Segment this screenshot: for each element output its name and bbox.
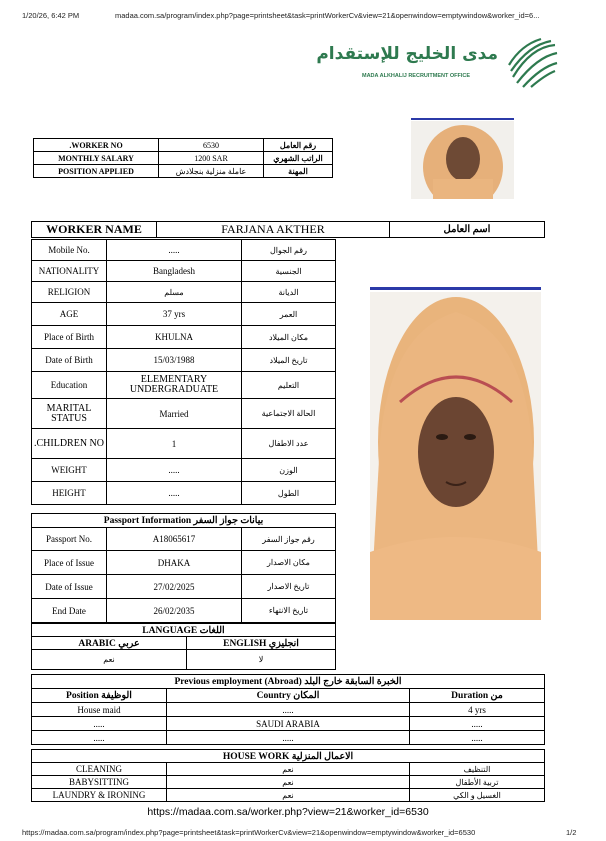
passport-label: Date of Issue <box>32 575 107 599</box>
language-table <box>31 623 336 670</box>
arabic-label: ARABIC عربي <box>32 637 187 650</box>
passport-label: End Date <box>32 599 107 623</box>
detail-ar: عدد الاطفال <box>242 429 336 459</box>
detail-label: .CHILDREN NO <box>32 429 107 459</box>
worker-no-label: .WORKER NO <box>34 139 159 152</box>
housework-value: نعم <box>167 763 410 776</box>
passport-ar: تاريخ الاصدار <box>242 575 336 599</box>
detail-label: MARITAL STATUS <box>32 399 107 429</box>
employment-header-position: Position الوظيفة <box>32 689 167 703</box>
position-ar: المهنة <box>264 165 333 178</box>
summary-table <box>33 138 333 178</box>
worker-no-value: 6530 <box>159 139 264 152</box>
detail-label: Date of Birth <box>32 349 107 372</box>
company-logo <box>316 40 558 85</box>
detail-value: ..... <box>107 240 242 261</box>
detail-label: Mobile No. <box>32 240 107 261</box>
language-title: LANGUAGE اللغات <box>32 624 336 637</box>
housework-title: HOUSE WORK الاعمال المنزلية <box>32 750 545 763</box>
housework-ar: تربية الأطفال <box>410 776 545 789</box>
detail-value: 1 <box>107 429 242 459</box>
housework-label: CLEANING <box>32 763 167 776</box>
employment-duration: 4 yrs <box>410 703 545 717</box>
english-value: لا <box>187 650 336 670</box>
english-label: ENGLISH انجليزي <box>187 637 336 650</box>
housework-value: نعم <box>167 776 410 789</box>
employment-position: House maid <box>32 703 167 717</box>
employment-table <box>31 674 545 745</box>
passport-label: Place of Issue <box>32 551 107 575</box>
large-photo-rule <box>370 287 541 290</box>
employment-title: Previous employment (Abroad) الخبرة السابقة خارج البلد <box>32 675 545 689</box>
detail-value: 15/03/1988 <box>107 349 242 372</box>
detail-ar: التعليم <box>242 372 336 399</box>
detail-label: HEIGHT <box>32 482 107 505</box>
employment-position: ..... <box>32 731 167 745</box>
employment-country: ..... <box>167 703 410 717</box>
print-page-number: 1/2 <box>566 828 577 837</box>
detail-value: Married <box>107 399 242 429</box>
detail-ar: مكان الميلاد <box>242 326 336 349</box>
detail-label: Place of Birth <box>32 326 107 349</box>
housework-ar: التنظيف <box>410 763 545 776</box>
print-url-top: madaa.com.sa/program/index.php?page=printsheet&task=printWorkerCv&view=21&openwindow=emptywindow&worker_id=6... <box>115 11 540 20</box>
salary-ar: الراتب الشهري <box>264 152 333 165</box>
detail-label: Education <box>32 372 107 399</box>
passport-value: A18065617 <box>107 528 242 551</box>
detail-ar: رقم الجوال <box>242 240 336 261</box>
worker-name-value: FARJANA AKTHER <box>157 222 390 238</box>
detail-value: ..... <box>107 482 242 505</box>
passport-ar: رقم جواز السفر <box>242 528 336 551</box>
worker-profile-link[interactable]: https://madaa.com.sa/worker.php?view=21&worker_id=6530 <box>147 806 429 818</box>
detail-label: WEIGHT <box>32 459 107 482</box>
passport-table <box>31 513 336 623</box>
passport-label: Passport No. <box>32 528 107 551</box>
worker-no-ar: رقم العامل <box>264 139 333 152</box>
housework-value: نعم <box>167 789 410 802</box>
employment-duration: ..... <box>410 731 545 745</box>
salary-label: MONTHLY SALARY <box>34 152 159 165</box>
passport-ar: تاريخ الانتهاء <box>242 599 336 623</box>
employment-country: SAUDI ARABIA <box>167 717 410 731</box>
detail-ar: الديانة <box>242 282 336 303</box>
detail-value: ELEMENTARY UNDERGRADUATE <box>107 372 242 399</box>
detail-ar: الطول <box>242 482 336 505</box>
employment-header-country: Country المكان <box>167 689 410 703</box>
housework-ar: الغسيل و الكي <box>410 789 545 802</box>
detail-value: 37 yrs <box>107 303 242 326</box>
position-value: عاملة منزلية بنجلادش <box>159 165 264 178</box>
detail-value: Bangladesh <box>107 261 242 282</box>
housework-label: LAUNDRY & IRONING <box>32 789 167 802</box>
detail-value: مسلم <box>107 282 242 303</box>
worker-name-ar: اسم العامل <box>390 222 545 238</box>
detail-value: ..... <box>107 459 242 482</box>
logo-english-text: MADA ALKHALIJ RECRUITMENT OFFICE <box>362 73 471 79</box>
passport-value: 27/02/2025 <box>107 575 242 599</box>
employment-header-duration: Duration من <box>410 689 545 703</box>
worker-name-label: WORKER NAME <box>32 222 157 238</box>
passport-value: 26/02/2035 <box>107 599 242 623</box>
print-timestamp: 1/20/26, 6:42 PM <box>22 11 80 20</box>
detail-label: RELIGION <box>32 282 107 303</box>
logo-globe-icon <box>503 37 559 89</box>
housework-label: BABYSITTING <box>32 776 167 789</box>
worker-name-table <box>31 221 545 238</box>
passport-value: DHAKA <box>107 551 242 575</box>
detail-value: KHULNA <box>107 326 242 349</box>
worker-photo-small <box>411 121 514 199</box>
worker-photo-large <box>370 292 541 620</box>
detail-ar: تاريخ الميلاد <box>242 349 336 372</box>
detail-label: NATIONALITY <box>32 261 107 282</box>
print-url-bottom: https://madaa.com.sa/program/index.php?page=printsheet&task=printWorkerCv&view=21&openwindow=emptywindow&worker_id=6530 <box>22 828 476 837</box>
arabic-value: نعم <box>32 650 187 670</box>
detail-label: AGE <box>32 303 107 326</box>
detail-ar: الوزن <box>242 459 336 482</box>
detail-ar: الجنسية <box>242 261 336 282</box>
details-table <box>31 239 336 505</box>
housework-table <box>31 749 545 802</box>
detail-ar: العمر <box>242 303 336 326</box>
position-label: POSITION APPLIED <box>34 165 159 178</box>
passport-title: Passport Information بيانات جواز السفر <box>32 514 336 528</box>
employment-position: ..... <box>32 717 167 731</box>
passport-ar: مكان الاصدار <box>242 551 336 575</box>
salary-value: 1200 SAR <box>159 152 264 165</box>
employment-duration: ..... <box>410 717 545 731</box>
logo-arabic-text: مدى الخليج للإستقدام <box>316 44 498 64</box>
employment-country: ..... <box>167 731 410 745</box>
detail-ar: الحالة الاجتماعية <box>242 399 336 429</box>
small-photo-rule <box>411 118 514 120</box>
